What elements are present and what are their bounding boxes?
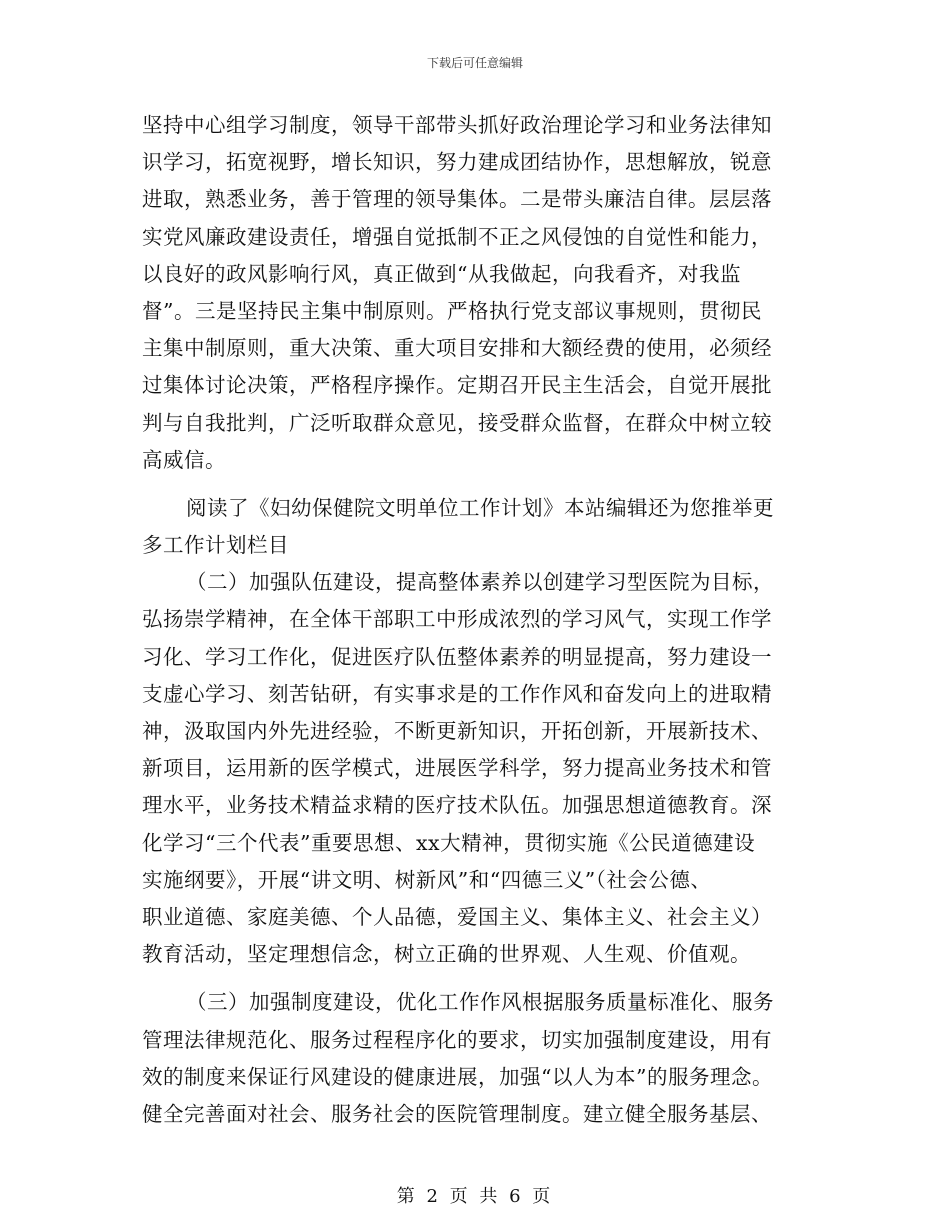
paragraph-line: 高威信。 — [142, 447, 226, 472]
paragraph-line: 进取，熟悉业务，善于管理的领导集体。二是带头廉洁自律。层层落 — [142, 187, 772, 212]
paragraph-line: 效的制度来保证行风建设的健康进展，加强“以人为本”的服务理念。 — [142, 1064, 773, 1089]
paragraph-line: 判与自我批判，广泛听取群众意见，接受群众监督，在群众中树立较 — [142, 410, 772, 435]
paragraph-line: （三）加强制度建设，优化工作作风根据服务质量标准化、服务 — [186, 990, 774, 1015]
paragraph-line: 神，汲取国内外先进经验，不断更新知识，开拓创新，开展新技术、 — [142, 719, 772, 743]
paragraph-line: （二）加强队伍建设，提高整体素养以创建学习型医院为目标， — [186, 570, 774, 595]
paragraph — [142, 490, 812, 564]
page-header: 下载后可任意编辑 — [426, 56, 523, 70]
paragraph-line: 坚持中心组学习制度，领导干部带头抓好政治理论学习和业务法律知 — [142, 113, 772, 137]
paragraph-line: 以良好的政风影响行风，真正做到“从我做起，向我看齐，对我监 — [142, 261, 741, 286]
paragraph-line: 过集体讨论决策，严格程序操作。定期召开民主生活会，自觉开展批 — [142, 373, 772, 398]
paragraph-line: 督”。三是坚持民主集中制原则。严格执行党支部议事规则，贯彻民 — [142, 298, 762, 323]
document-body — [142, 107, 812, 1133]
paragraph-line: 教育活动，坚定理想信念，树立正确的世界观、人生观、价值观。 — [142, 942, 751, 967]
paragraph — [142, 564, 812, 973]
paragraph-line: 化学习“三个代表”重要思想、xx大精神，贯彻实施《公民道德建设 — [142, 830, 756, 855]
paragraph-line: 新项目，运用新的医学模式，进展医学科学，努力提高业务技术和管 — [142, 756, 772, 781]
paragraph-line: 理水平，业务技术精益求精的医疗技术队伍。加强思想道德教育。深 — [142, 793, 772, 818]
paragraph-line: 支虚心学习、刻苦钻研，有实事求是的工作作风和奋发向上的进取精 — [142, 681, 772, 706]
paragraph-line: 习化、学习工作化，促进医疗队伍整体素养的明显提高，努力建设一 — [142, 644, 772, 669]
paragraph-line: 管理法律规范化、服务过程程序化的要求，切实加强制度建设，用有 — [142, 1027, 772, 1052]
paragraph — [142, 107, 812, 479]
paragraph-line: 健全完善面对社会、服务社会的医院管理制度。建立健全服务基层、 — [142, 1101, 772, 1126]
paragraph-line: 识学习，拓宽视野，增长知识，努力建成团结协作，思想解放，锐意 — [142, 150, 772, 175]
paragraph-line: 主集中制原则，重大决策、重大项目安排和大额经费的使用，必须经 — [142, 336, 772, 361]
paragraph-line: 职业道德、家庭美德、个人品德，爱国主义、集体主义、社会主义） — [142, 904, 772, 929]
paragraph-line: 实党风廉政建设责任，增强自觉抵制不正之风侵蚀的自觉性和能力， — [142, 224, 772, 249]
paragraph-line: 多工作计划栏目 — [142, 533, 289, 558]
paragraph — [142, 984, 812, 1133]
paragraph-line: 实施纲要》，开展“讲文明、树新风”和“四德三义”（社会公德、 — [142, 867, 712, 892]
page-footer: 第 2 页 共 6 页 — [396, 1186, 554, 1207]
paragraph-line: 弘扬崇学精神，在全体干部职工中形成浓烈的学习风气，实现工作学 — [142, 607, 772, 632]
paragraph-line: 阅读了《妇幼保健院文明单位工作计划》本站编辑还为您推举更 — [186, 495, 774, 520]
